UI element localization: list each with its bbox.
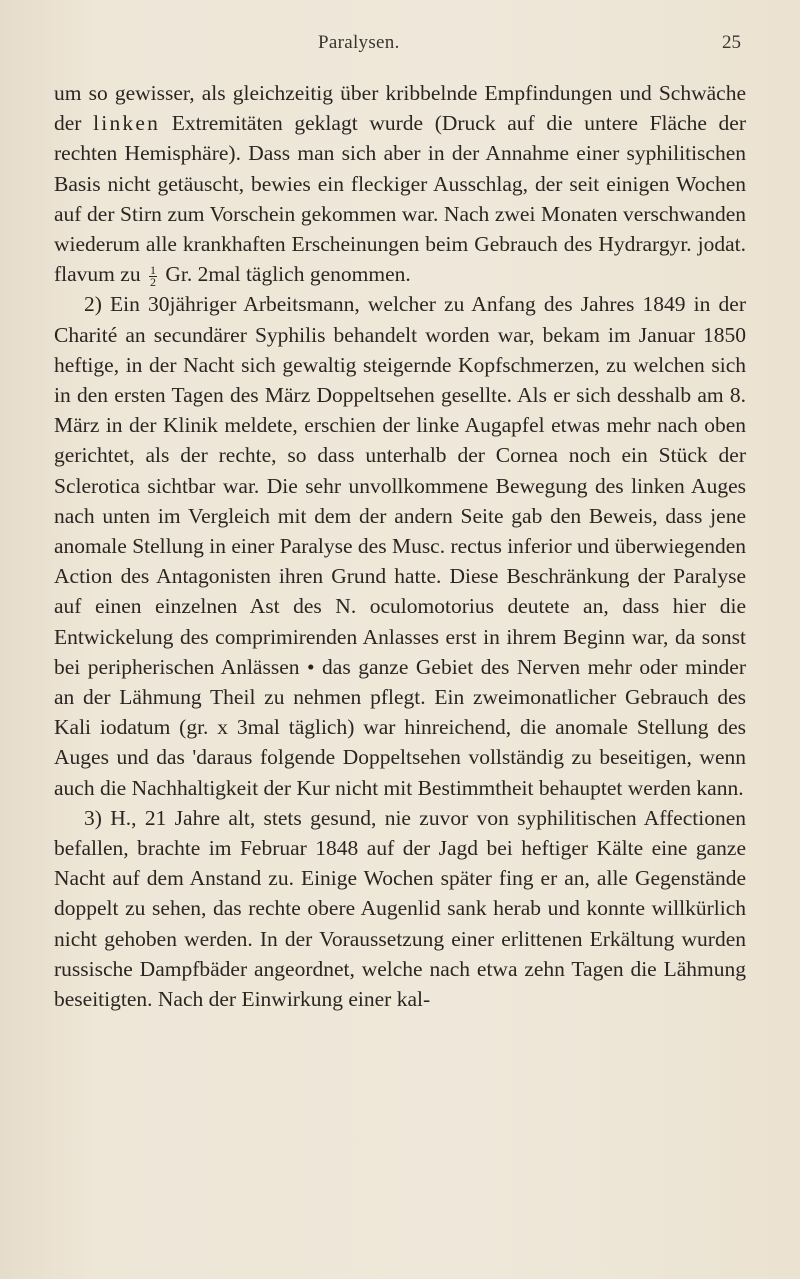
running-head <box>0 32 800 56</box>
paragraph-case-2: 2) Ein 30jähriger Arbeitsmann, welcher zu Anfang des Jahres 1849 in der Charité an secundärer Syphilis behandelt worden war, bekam im Januar 1850 heftige, in der Nacht sich gewaltig steigernde Kopfschmerzen, zu welchen sich in den ersten Tagen des März Doppeltsehen gesellte. Als er sich desshalb am 8. März in der Klinik meldete, erschien der linke Augapfel etwas mehr nach oben gerichtet, als der rechte, so dass unterhalb der Cornea noch ein Stück der Sclerotica sichtbar war. Die sehr unvollkommene Bewegung des linken Auges nach unten im Vergleich mit dem der andern Seite gab den Beweis, dass jene anomale Stellung in einer Paralyse des Musc. rectus inferior und überwiegenden Action des Antagonisten ihren Grund hatte. Diese Beschränkung der Paralyse auf einen einzelnen Ast des N. oculomotorius deutete an, dass hier die Entwickelung des comprimirenden Anlasses erst in ihrem Beginn war, da sonst bei peripherischen Anlässen • das ganze Gebiet des Nerven mehr oder minder an der Lähmung Theil zu nehmen pflegt. Ein zweimonatlicher Gebrauch des Kali iodatum (gr. x 3mal täglich) war hinreichend, die anomale Stellung des Auges und das 'daraus folgende Doppeltsehen vollständig zu beseitigen, wenn auch die Nachhaltigkeit der Kur nicht mit Bestimmtheit behauptet werden kann. <box>54 292 746 800</box>
paragraph-continuation <box>54 78 746 289</box>
page-number: 25 <box>722 32 741 53</box>
paragraph-1-text-c: Gr. 2mal täglich genommen. <box>159 262 411 287</box>
paragraph-1-text-a: um so gewisser, als gleichzeitig über kribbelnde Empfindungen und Schwäche der <box>54 81 746 136</box>
fraction-numerator: 1 <box>149 262 156 277</box>
emphasis-linken: linken <box>93 111 161 136</box>
body-text <box>54 78 746 1014</box>
running-title: Paralysen. <box>318 32 400 53</box>
fraction-one-half <box>149 262 157 289</box>
fraction-denominator: 2 <box>149 274 156 289</box>
paragraph-1-text-b: Extremitäten geklagt wurde (Druck auf die untere Fläche der rechten Hemisphäre). Dass man sich aber in der Annahme einer syphilitischen Basis nicht getäuscht, bewies ein fleckiger Ausschlag, der seit einigen Wochen auf der Stirn zum Vorschein gekommen war. Nach zwei Monaten verschwanden wiederum alle krankhaften Erscheinungen beim Gebrauch des Hydrargyr. jodat. flavum zu <box>54 111 747 287</box>
paragraph-case-3: 3) H., 21 Jahre alt, stets gesund, nie zuvor von syphilitischen Affectionen befallen, brachte im Februar 1848 auf der Jagd bei heftiger Kälte eine ganze Nacht auf dem Anstand zu. Einige Wochen später fing er an, alle Gegenstände doppelt zu sehen, das rechte obere Augenlid sank herab und konnte willkürlich nicht gehoben werden. In der Voraussetzung einer erlittenen Erkältung wurden russische Dampfbäder angeordnet, welche nach etwa zehn Tagen die Lähmung beseitigten. Nach der Einwirkung einer kal- <box>54 805 746 1012</box>
